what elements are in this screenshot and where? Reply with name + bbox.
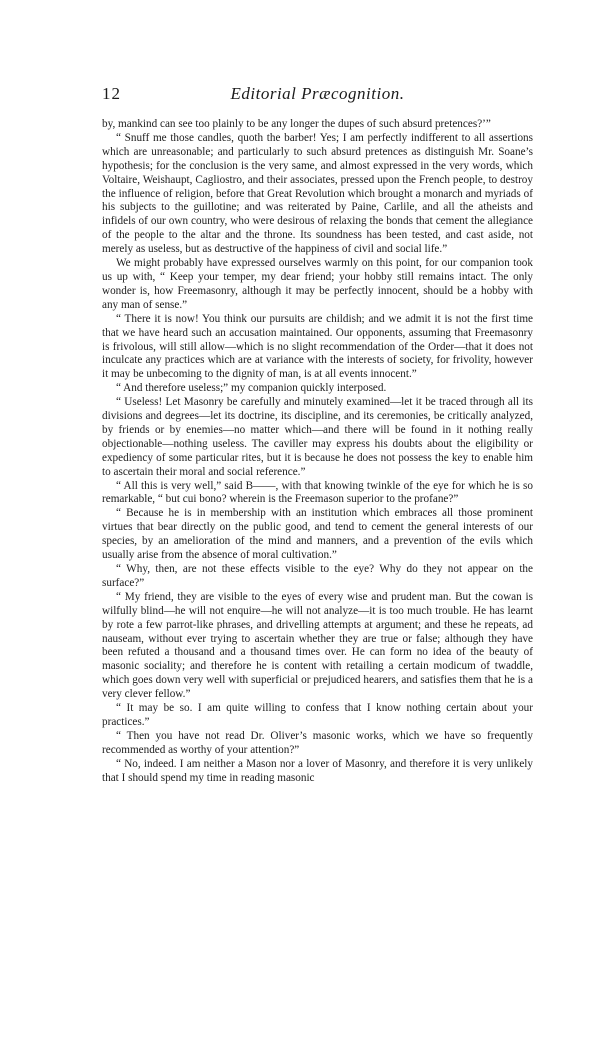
paragraph: “ My friend, they are visible to the eyes of every wise and prudent man. But the cowan is wilfully blind—he will not enquire—he will not analyze—it is too much trouble. He has learnt by rote a few parrot-like phrases, and drivelling attempts at argument; and these he repeats, ad nauseam, without ever trying to ascertain whether they are true or false; although they have been refuted a thousand and a thousand times over. He can form no idea of the beauty of masonic sociality; and therefore he is content with retailing a certain modicum of twaddle, which goes down very well with superficial or prejudiced hearers, and satisfies them that he is a very clever fellow.”	[102, 590, 533, 701]
paragraph: “ Why, then, are not these effects visible to the eye? Why do they not appear on the surface?”	[102, 563, 533, 589]
page-header	[102, 84, 533, 108]
paragraph: “ And therefore useless;” my companion quickly interposed.	[116, 382, 387, 395]
paragraph: We might probably have expressed ourselves warmly on this point, for our companion took us up with, “ Keep your temper, my dear friend; your hobby still remains intact. The only wonder is, how Freemasonry, although it may be perfectly innocent, should be a hobby with any man of sense.”	[102, 257, 533, 311]
running-title: Editorial Præcognition.	[230, 84, 405, 103]
paragraph: “ It may be so. I am quite willing to confess that I know nothing certain about your practices.”	[102, 702, 533, 728]
paragraph: “ There it is now! You think our pursuits are childish; and we admit it is not the first time that we have heard such an accusation maintained. Our opponents, assuming that Freemasonry is frivolous, will still allow—which is no slight recommendation of the Order—that it does not inculcate any practices which are at variance with the interests of society, for frivolity, however it may be unbecoming to the dignity of man, is at all events innocent.”	[102, 312, 533, 381]
page-number: 12	[102, 84, 121, 103]
paragraph: “ No, indeed. I am neither a Mason nor a lover of Masonry, and therefore it is very unlikely that I should spend my time in reading masonic	[102, 757, 533, 784]
paragraph: “ Snuff me those candles, quoth the barber! Yes; I am perfectly indifferent to all assertions which are unreasonable; and particularly to such absurd pretences as distinguish Mr. Soane’s hypothesis; for the conclusion is the very same, and almost expressed in the very words, which Voltaire, Weishaupt, Cagliostro, and their associates, pressed upon the French people, to destroy the influence of religion, before that Great Revolution which brought a monarch and myriads of his subjects to the guillotine; and was reiterated by Paine, Carlile, and all the atheists and infidels of our own country, who were desirous of relaxing the bonds that cement the allegiance of the people to the altar and the throne. Its soundness has been tested, and cast aside, not merely as useless, but as destructive of the happiness of civil and social life.”	[102, 131, 533, 256]
paragraph: “ All this is very well,” said B——, with that knowing twinkle of the eye for which he is so remarkable, “ but cui bono? wherein is the Freemason superior to the profane?”	[102, 479, 533, 506]
body-text	[102, 118, 533, 786]
paragraph: “ Useless! Let Masonry be carefully and minutely examined—let it be traced through all its divisions and degrees—let its doctrine, its discipline, and its ceremonies, be critically analyzed, by friends or by enemies—no matter which—and there will be found in it nothing really objectionable—nothing useless. The caviller may express his doubts about the eligibility or expediency of some particular rites, but it is because he does not possess the key to enable him to ascertain their moral and social reference.”	[102, 396, 533, 478]
paragraph-continuation: by, mankind can see too plainly to be any longer the dupes of such absurd pretences?’”	[102, 118, 491, 130]
paragraph: “ Then you have not read Dr. Oliver’s masonic works, which we have so frequently recommended as worthy of your attention?”	[102, 729, 533, 756]
paragraph: “ Because he is in membership with an institution which embraces all those prominent virtues that bear directly on the public good, and tend to cement the general interests of our species, by an amelioration of the mind and manners, and a prevention of the evils which usually arise from the absence of moral cultivation.”	[102, 507, 533, 562]
